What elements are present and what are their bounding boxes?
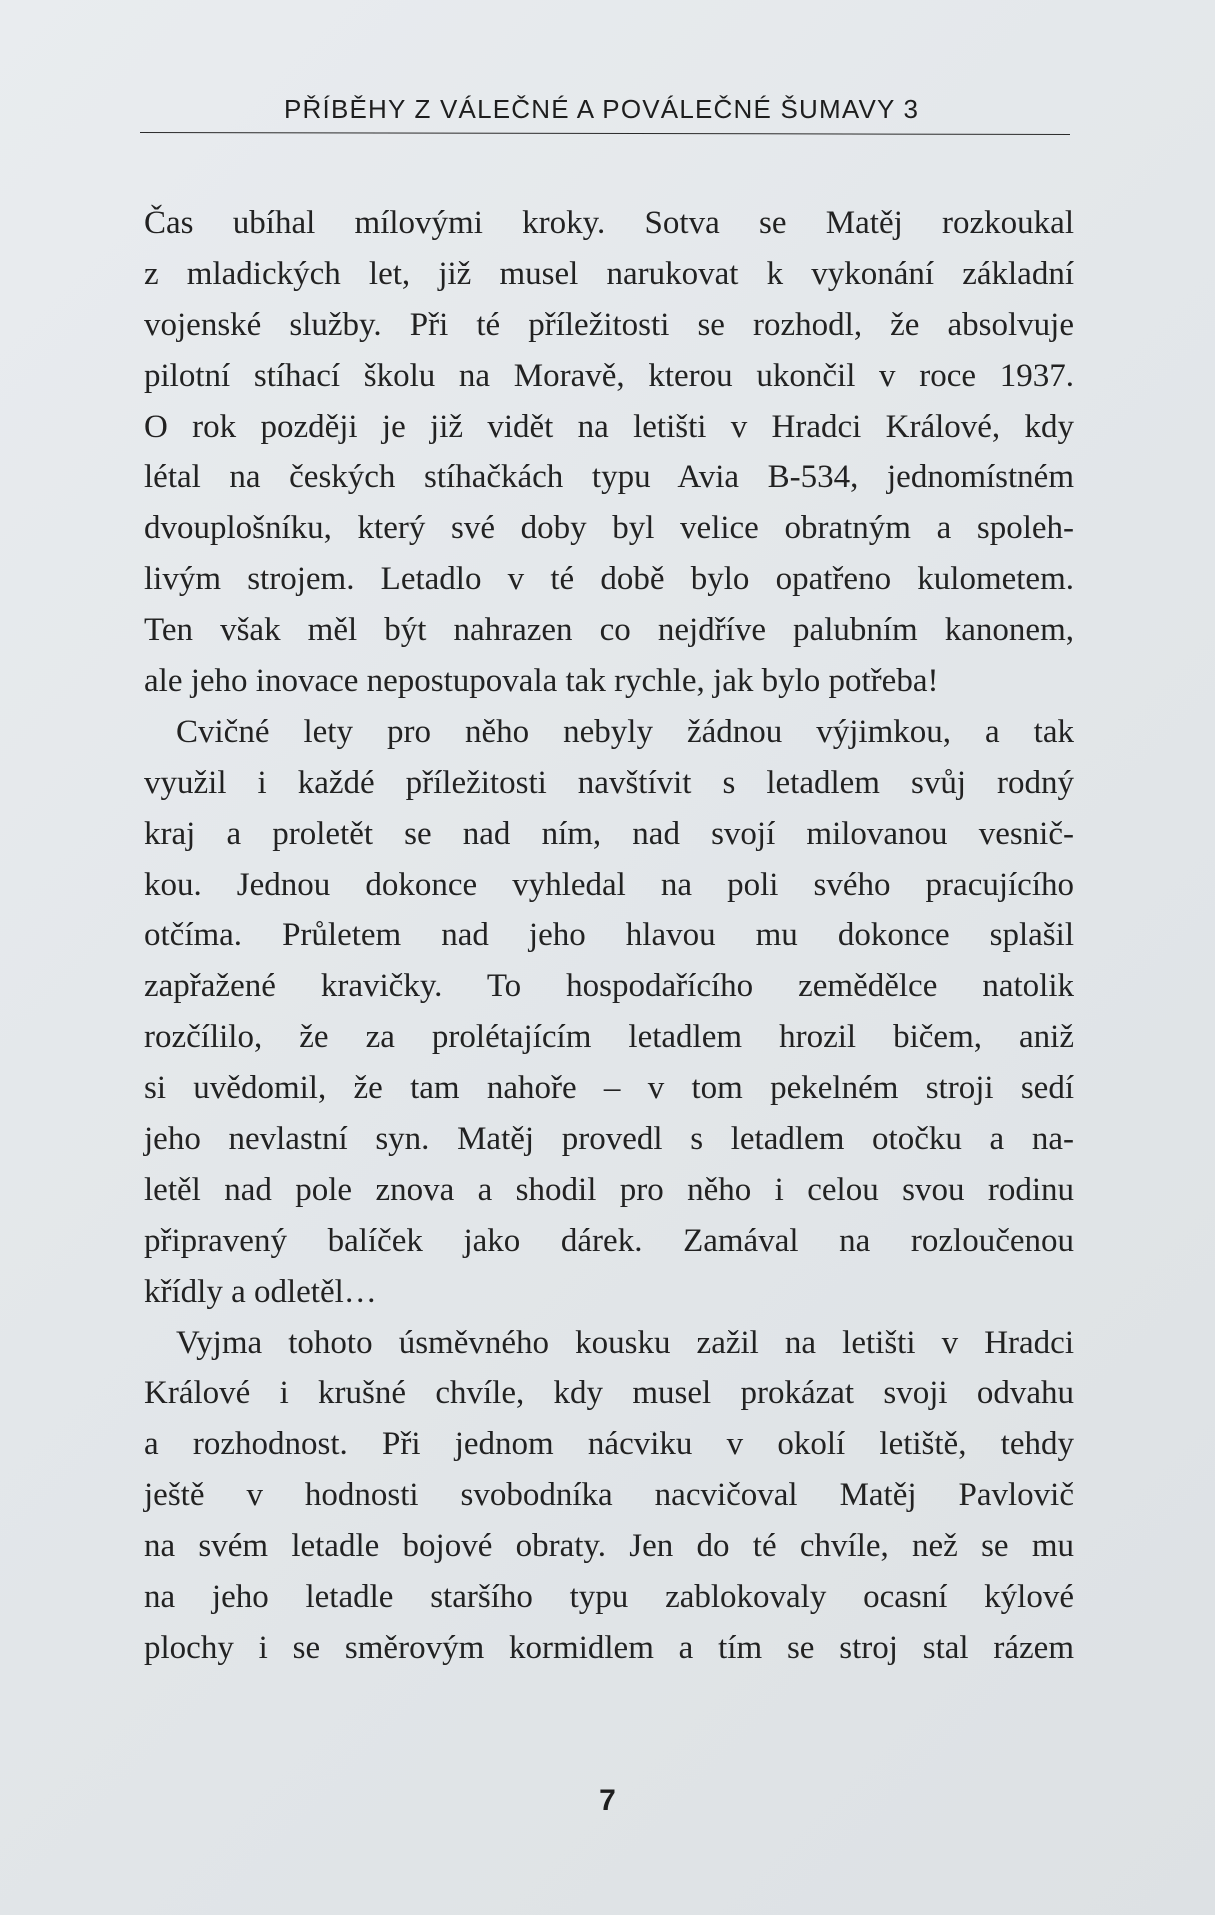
body-text <box>144 198 1074 1674</box>
text-line: křídly a odletěl… <box>144 1273 377 1310</box>
text-line: pilotní stíhací školu na Moravě, kterou ukončil v roce 1937. <box>144 357 1074 394</box>
header-rule <box>140 132 1070 135</box>
running-title: PŘÍBĚHY Z VÁLEČNÉ A POVÁLEČNÉ ŠUMAVY 3 <box>284 94 920 124</box>
text-line: Cvičné lety pro něho nebyly žádnou výjimkou, a tak <box>176 713 1074 750</box>
text-line: otčíma. Průletem nad jeho hlavou mu dokonce splašil <box>144 917 1074 954</box>
text-line: Vyjma tohoto úsměvného kousku zažil na letišti v Hradci <box>176 1324 1074 1361</box>
text-line: letěl nad pole znova a shodil pro něho i celou svou rodinu <box>144 1171 1074 1208</box>
text-line: zapřažené kravičky. To hospodařícího zemědělce natolik <box>144 968 1074 1005</box>
text-line: kraj a proletět se nad ním, nad svojí milovanou vesnič- <box>144 815 1074 852</box>
text-line: připravený balíček jako dárek. Zamával na rozloučenou <box>144 1222 1074 1259</box>
running-header <box>140 92 1070 136</box>
text-line: plochy i se směrovým kormidlem a tím se stroj stal rázem <box>144 1629 1074 1666</box>
text-line: kou. Jednou dokonce vyhledal na poli svého pracujícího <box>144 866 1074 903</box>
text-line: vojenské služby. Při té příležitosti se rozhodl, že absolvuje <box>144 306 1074 343</box>
text-line: Čas ubíhal mílovými kroky. Sotva se Matěj rozkoukal <box>144 205 1074 241</box>
text-line: Králové i krušné chvíle, kdy musel prokázat svoji odvahu <box>144 1375 1074 1412</box>
text-line: a rozhodnost. Při jednom nácviku v okolí letiště, tehdy <box>144 1426 1074 1463</box>
text-line: využil i každé příležitosti navštívit s letadlem svůj rodný <box>144 764 1074 801</box>
text-line: O rok později je již vidět na letišti v Hradci Králové, kdy <box>144 408 1074 445</box>
text-line: livým strojem. Letadlo v té době bylo opatřeno kulometem. <box>144 561 1074 598</box>
text-line: Ten však měl být nahrazen co nejdříve palubním kanonem, <box>144 612 1074 649</box>
text-line: na svém letadle bojové obraty. Jen do té chvíle, než se mu <box>144 1528 1074 1565</box>
text-line: ale jeho inovace nepostupovala tak rychle, jak bylo potřeba! <box>144 663 939 700</box>
text-line: na jeho letadle staršího typu zablokovaly ocasní kýlové <box>144 1579 1074 1616</box>
text-line: si uvědomil, že tam nahoře – v tom pekelném stroji sedí <box>144 1070 1074 1107</box>
page-number: 7 <box>599 1784 616 1817</box>
text-line: dvouplošníku, který své doby byl velice obratným a spoleh- <box>144 510 1074 547</box>
text-line: rozčílilo, že za prolétajícím letadlem hrozil bičem, aniž <box>144 1019 1074 1056</box>
text-line: jeho nevlastní syn. Matěj provedl s letadlem otočku a na- <box>144 1121 1074 1158</box>
text-line: létal na českých stíhačkách typu Avia B-534, jednomístném <box>144 459 1074 496</box>
text-line: z mladických let, již musel narukovat k vykonání základní <box>144 255 1074 292</box>
text-line: ještě v hodnosti svobodníka nacvičoval Matěj Pavlovič <box>144 1477 1074 1514</box>
